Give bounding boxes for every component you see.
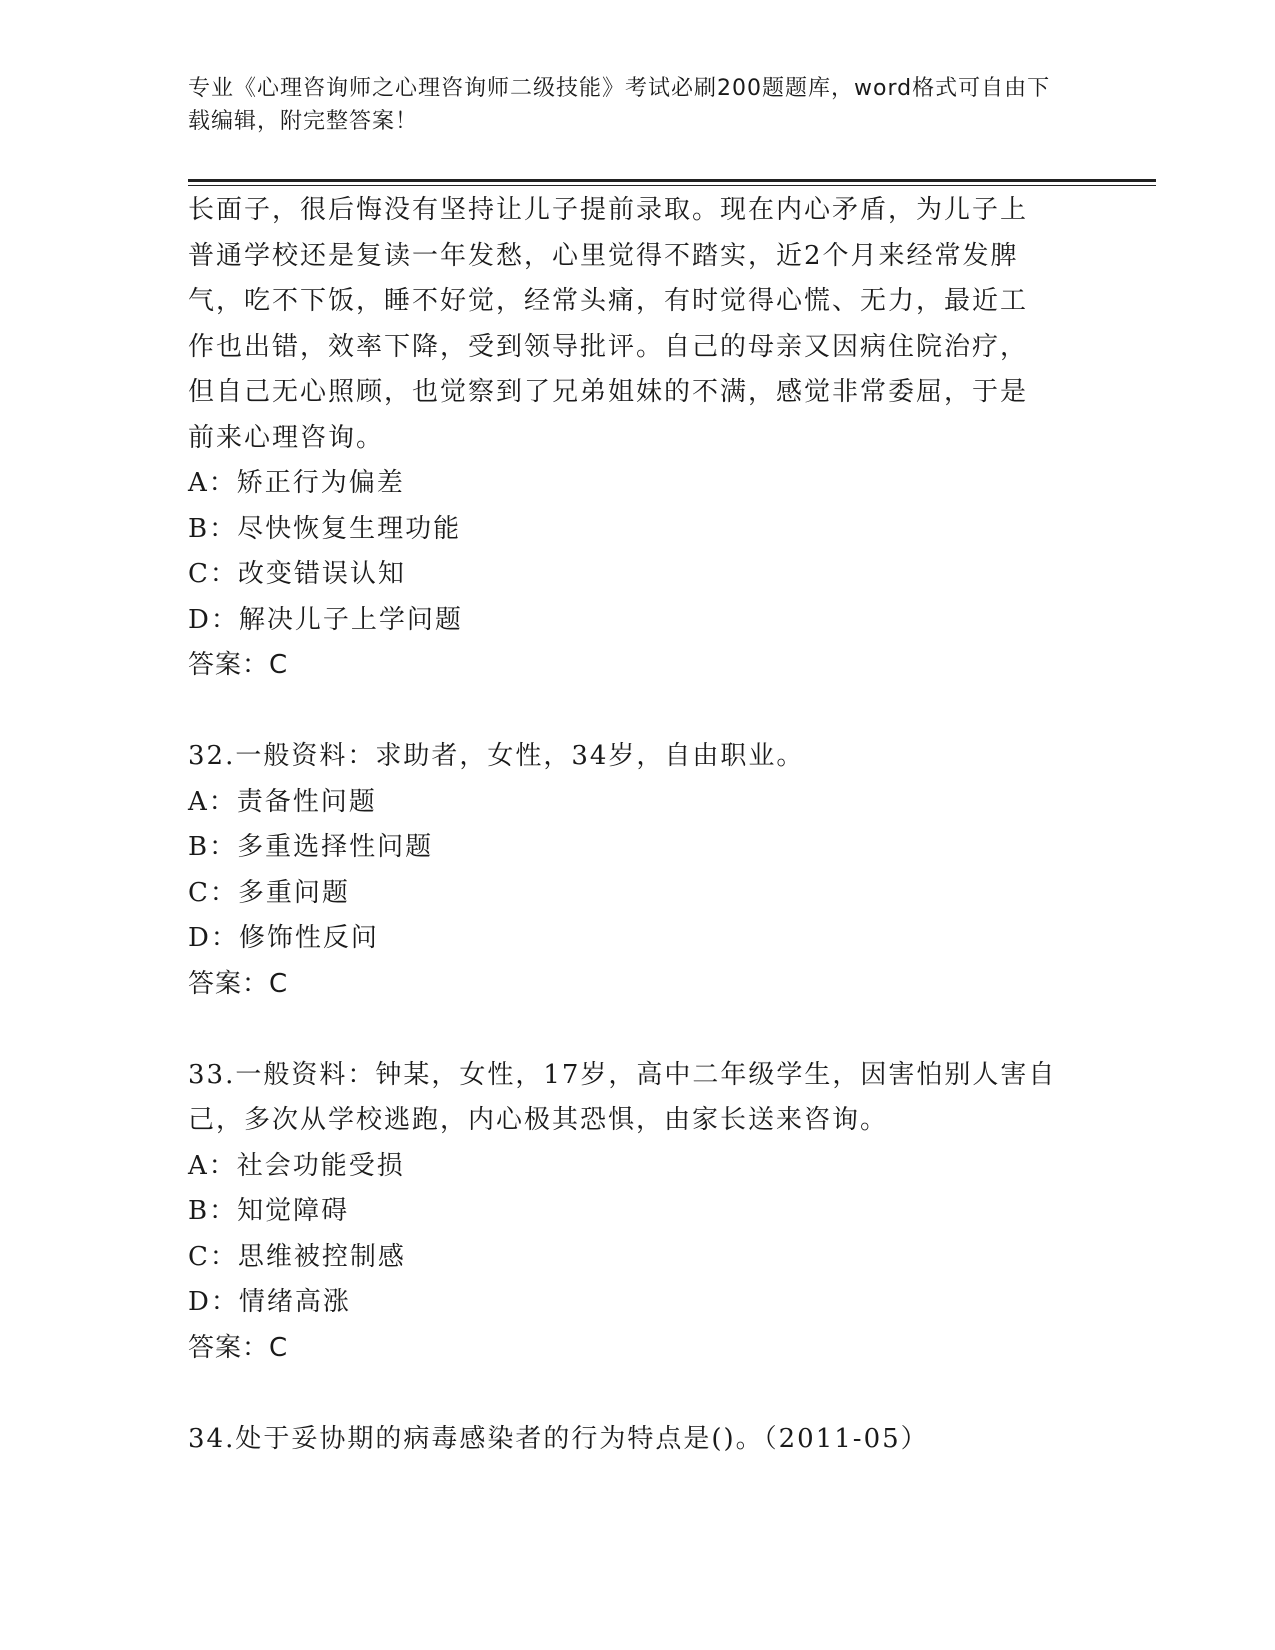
answer-line: 答案：C bbox=[188, 1332, 289, 1363]
option-c: C：改变错误认知 bbox=[188, 559, 406, 589]
spacer bbox=[188, 1007, 1088, 1053]
option-d: D：解决儿子上学问题 bbox=[188, 604, 463, 635]
stem-line: 气，吃不下饭，睡不好觉，经常头痛，有时觉得心慌、无力，最近工 bbox=[188, 286, 1029, 316]
answer-line: 答案：C bbox=[188, 968, 289, 999]
question-31-continuation bbox=[188, 188, 1088, 689]
option-c: C：思维被控制感 bbox=[188, 1241, 406, 1272]
spacer bbox=[188, 689, 1088, 735]
option-a: A：社会功能受损 bbox=[188, 1150, 405, 1181]
header-divider-thin bbox=[188, 185, 1156, 186]
question-stem: 32.一般资料：求助者，女性，34岁，自由职业。 bbox=[188, 741, 805, 771]
question-32 bbox=[188, 734, 1088, 1007]
question-stem: 己，多次从学校逃跑，内心极其恐惧，由家长送来咨询。 bbox=[188, 1105, 889, 1135]
spacer bbox=[188, 1371, 1088, 1417]
question-34 bbox=[188, 1417, 1088, 1463]
stem-line: 作也出错，效率下降，受到领导批评。自己的母亲又因病住院治疗， bbox=[188, 331, 1029, 362]
option-b: B：尽快恢复生理功能 bbox=[188, 513, 462, 544]
stem-line: 但自己无心照顾，也觉察到了兄弟姐妹的不满，感觉非常委屈，于是 bbox=[188, 377, 1029, 407]
stem-line: 长面子，很后悔没有坚持让儿子提前录取。现在内心矛盾，为儿子上 bbox=[188, 195, 1029, 225]
option-a: A：责备性问题 bbox=[188, 786, 377, 817]
question-stem: 34.处于妥协期的病毒感染者的行为特点是()。（2011-05） bbox=[188, 1423, 929, 1454]
option-c: C：多重问题 bbox=[188, 877, 350, 908]
option-b: B：知觉障碍 bbox=[188, 1196, 350, 1226]
page-header: 专业《心理咨询师之心理咨询师二级技能》考试必刷200题题库，word格式可自由下载编辑，附完整答案！ bbox=[188, 76, 1051, 134]
document-body bbox=[188, 188, 1088, 1462]
question-stem: 33.一般资料：钟某，女性，17岁，高中二年级学生，因害怕别人害自 bbox=[188, 1059, 1057, 1090]
option-d: D：情绪高涨 bbox=[188, 1287, 351, 1317]
header-divider-thick bbox=[188, 179, 1156, 182]
option-d: D：修饰性反问 bbox=[188, 923, 379, 953]
stem-line: 前来心理咨询。 bbox=[188, 422, 385, 453]
answer-line: 答案：C bbox=[188, 650, 289, 680]
option-b: B：多重选择性问题 bbox=[188, 832, 434, 862]
option-a: A：矫正行为偏差 bbox=[188, 468, 405, 498]
stem-line: 普通学校还是复读一年发愁，心里觉得不踏实，近2个月来经常发脾 bbox=[188, 240, 1019, 271]
question-33 bbox=[188, 1053, 1088, 1372]
